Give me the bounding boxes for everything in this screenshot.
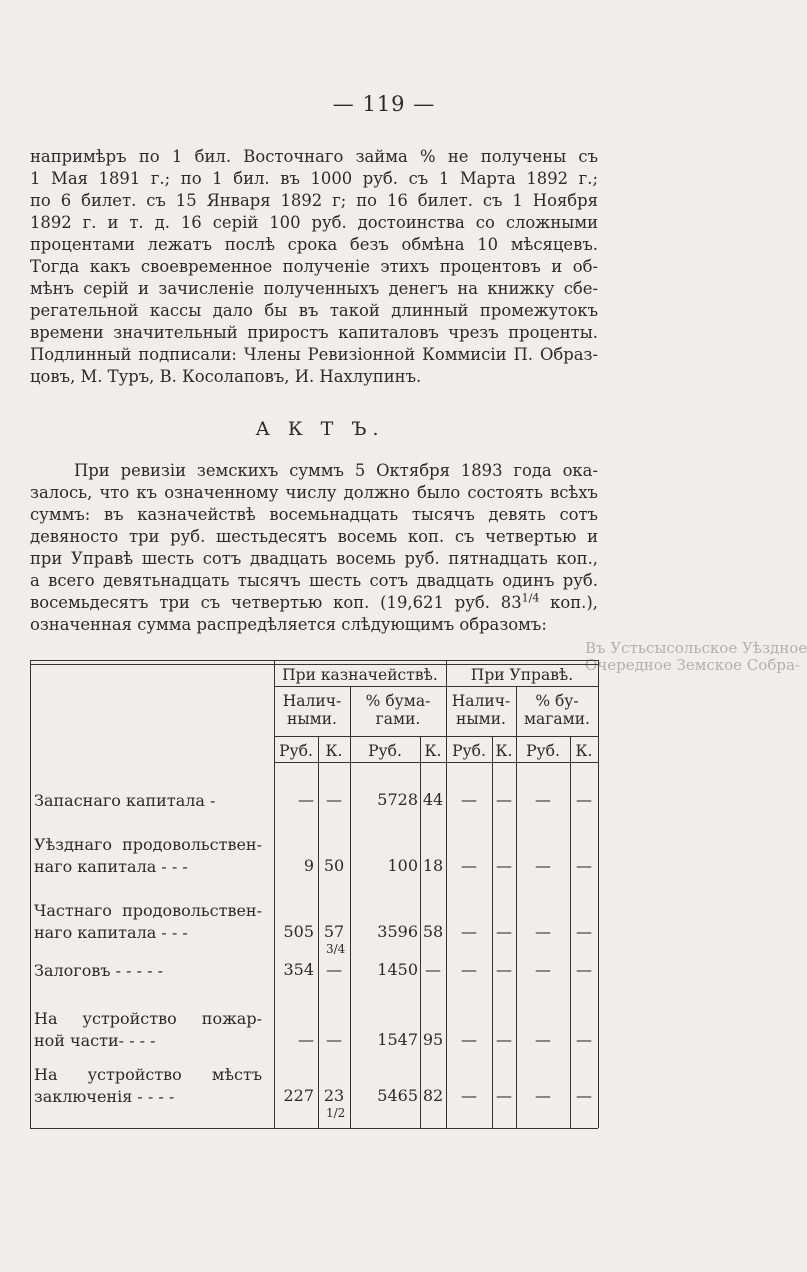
text-line: процентами лежатъ послѣ срока безъ обмѣна 10 мѣсяцевъ. [30,235,598,254]
table-cell-paper-rub: 1547 [377,1030,418,1049]
table-vrule [30,660,31,1128]
text-line: мѣнъ серій и зачисленіе полученныхъ денегъ на книжку сбе- [30,279,598,298]
text-line: означенная сумма распредѣляется слѣдующимъ образомъ: [30,615,547,634]
table-cell-u-cash-rub: — [461,1030,477,1049]
unit-header: К. [325,742,343,760]
table-cell-cash-kop: 23 [323,1086,345,1105]
sub-header-line: ными. [456,710,506,728]
text-line-end: коп.), [539,593,598,612]
table-cell-u-paper-kop: — [576,960,592,979]
text-line: при Управѣ шесть сотъ двадцать восемь руб. пятнадцать коп., [30,549,598,568]
sub-header-cash [446,692,516,728]
unit-header: К. [424,742,442,760]
text-line: а всего девятьнадцать тысячъ шесть сотъ двадцать одинъ руб. [30,571,598,590]
sub-header-line: гами. [375,710,421,728]
row-label [34,834,262,878]
text-line: При ревизіи земскихъ суммъ 5 Октября 1893 года ока- [74,461,598,480]
table-cell-paper-rub: 100 [387,856,418,875]
group-header-treasury: При казначействѣ. [282,666,438,684]
kopeck-fraction: 3/4 [326,942,346,956]
row-label-line: ной части- - - - [34,1031,156,1050]
table-cell-paper-kop: 95 [422,1030,444,1049]
table-cell-cash-rub: 505 [283,922,314,941]
table-cell-u-paper-rub: — [535,856,551,875]
row-label-line: Частнаго продовольствен- [34,901,262,920]
row-label [34,790,262,812]
text-line: 1892 г. и т. д. 16 серій 100 руб. достоинства со сложными [30,213,598,232]
table-cell-u-cash-rub: — [461,790,477,809]
unit-header: Руб. [279,742,313,760]
row-label-line: Уѣзднаго продовольствен- [34,835,262,854]
row-label-line: заключенія - - - - [34,1087,175,1106]
row-label-line: Запаснаго капитала - [34,791,216,810]
table-rule-bottom [30,1128,598,1129]
table-cell-cash-kop: — [326,960,342,979]
unit-header: К. [495,742,513,760]
sub-header-line: Налич- [451,692,511,710]
table-cell-u-paper-kop: — [576,1030,592,1049]
table-cell-u-paper-rub: — [535,922,551,941]
paragraph-revision-note [30,146,598,388]
unit-header: К. [575,742,593,760]
table-cell-u-paper-kop: — [576,856,592,875]
table-cell-u-cash-rub: — [461,960,477,979]
sub-header-line: Налич- [282,692,342,710]
table-cell-cash-rub: 227 [283,1086,314,1105]
row-label [34,1008,262,1052]
table-cell-cash-rub: — [298,790,314,809]
text-line: напримѣръ по 1 бил. Восточнаго займа % не получены съ [30,147,598,166]
fraction: 1/4 [521,591,540,605]
row-label-line: На устройство пожар- [34,1009,262,1028]
table-cell-cash-rub: 9 [303,856,314,875]
row-label-line: На устройство мѣстъ [34,1065,262,1084]
bleed-line: Въ Устьсысольское Уѣздное [585,639,807,657]
sub-header-line: магами. [524,710,590,728]
section-heading: А К Т Ъ. [255,418,385,440]
table-vrule [598,660,599,1128]
table-cell-u-cash-kop: — [496,1030,512,1049]
text-line: времени значительный приростъ капиталовъ чрезъ проценты. [30,323,598,342]
table-cell-cash-rub: 354 [283,960,314,979]
table-rule-top [30,660,598,661]
table-cell-u-cash-rub: — [461,1086,477,1105]
table-cell-u-cash-rub: — [461,856,477,875]
row-label-line: наго капитала - - - [34,857,188,876]
table-cell-cash-kop: — [326,1030,342,1049]
sub-header-papers [350,692,446,728]
row-label-line: наго капитала - - - [34,923,188,942]
sub-header-cash [274,692,350,728]
table-cell-paper-kop: 44 [422,790,444,809]
table-cell-u-cash-rub: — [461,922,477,941]
text-line: 1 Мая 1891 г.; по 1 бил. въ 1000 руб. съ 1 Марта 1892 г.; [30,169,598,188]
table-cell-paper-rub: 5465 [377,1086,418,1105]
funds-table [30,660,598,1130]
table-cell-u-cash-kop: — [496,1086,512,1105]
table-rule-top-double [30,664,598,665]
bleed-line: Очередное Земское Собра- [585,656,800,674]
table-cell-cash-kop: — [326,790,342,809]
text-line: цовъ, М. Туръ, В. Косолаповъ, И. Нахлупинъ. [30,367,422,386]
sub-header-line: ными. [287,710,337,728]
text-line: по 6 билет. съ 15 Января 1892 г; по 16 билет. съ 1 Ноября [30,191,598,210]
table-rule-units [274,762,598,763]
unit-header: Руб. [526,742,560,760]
table-cell-paper-rub: 1450 [377,960,418,979]
row-label [34,900,262,944]
table-cell-u-paper-rub: — [535,960,551,979]
table-cell-cash-rub: — [298,1030,314,1049]
table-cell-u-paper-kop: — [576,1086,592,1105]
text-line: суммъ: въ казначействѣ восемьнадцать тысячъ девять сотъ [30,505,598,524]
table-cell-u-paper-rub: — [535,1086,551,1105]
row-label-line: Залоговъ - - - - - [34,961,163,980]
table-vrule [274,660,275,1128]
text-line: девяносто три руб. шестьдесятъ восемь коп. съ четвертью и [30,527,598,546]
table-rule-group [274,686,598,687]
text-line: регательной кассы дало бы въ такой длинный промежутокъ [30,301,598,320]
table-cell-u-paper-kop: — [576,922,592,941]
text-line: Тогда какъ своевременное полученіе этихъ процентовъ и об- [30,257,598,276]
paragraph-act [30,460,598,636]
unit-header: Руб. [368,742,402,760]
table-cell-u-cash-kop: — [496,922,512,941]
table-cell-paper-kop: 58 [422,922,444,941]
table-cell-paper-rub: 5728 [377,790,418,809]
table-cell-u-paper-kop: — [576,790,592,809]
sub-header-papers [516,692,598,728]
group-header-board: При Управѣ. [470,666,574,684]
text-line-start: восемьдесятъ три съ четвертью коп. (19,621 руб. 83 [30,593,522,612]
table-rule-sub [274,736,598,737]
row-label [34,960,262,982]
sub-header-line: % бума- [365,692,431,710]
bleed-through-text [585,639,807,676]
kopeck-fraction: 1/2 [326,1106,346,1120]
table-vrule [446,660,447,1128]
table-cell-paper-kop: — [425,960,441,979]
page-number: — 119 — [332,92,436,116]
table-cell-paper-kop: 82 [422,1086,444,1105]
sub-header-line: % бу- [535,692,579,710]
table-cell-u-paper-rub: — [535,1030,551,1049]
text-line: залось, что къ означенному числу должно было состоять всѣхъ [30,483,598,502]
text-line-with-fraction [30,592,598,614]
table-cell-u-cash-kop: — [496,856,512,875]
table-cell-u-cash-kop: — [496,960,512,979]
table-cell-paper-kop: 18 [422,856,444,875]
table-cell-paper-rub: 3596 [377,922,418,941]
text-line: Подлинный подписали: Члены Ревизіонной Коммисіи П. Образ- [30,345,598,364]
table-cell-cash-kop: 57 [323,922,345,941]
table-cell-cash-kop: 50 [323,856,345,875]
row-label [34,1064,262,1108]
table-cell-u-cash-kop: — [496,790,512,809]
unit-header: Руб. [452,742,486,760]
table-cell-u-paper-rub: — [535,790,551,809]
